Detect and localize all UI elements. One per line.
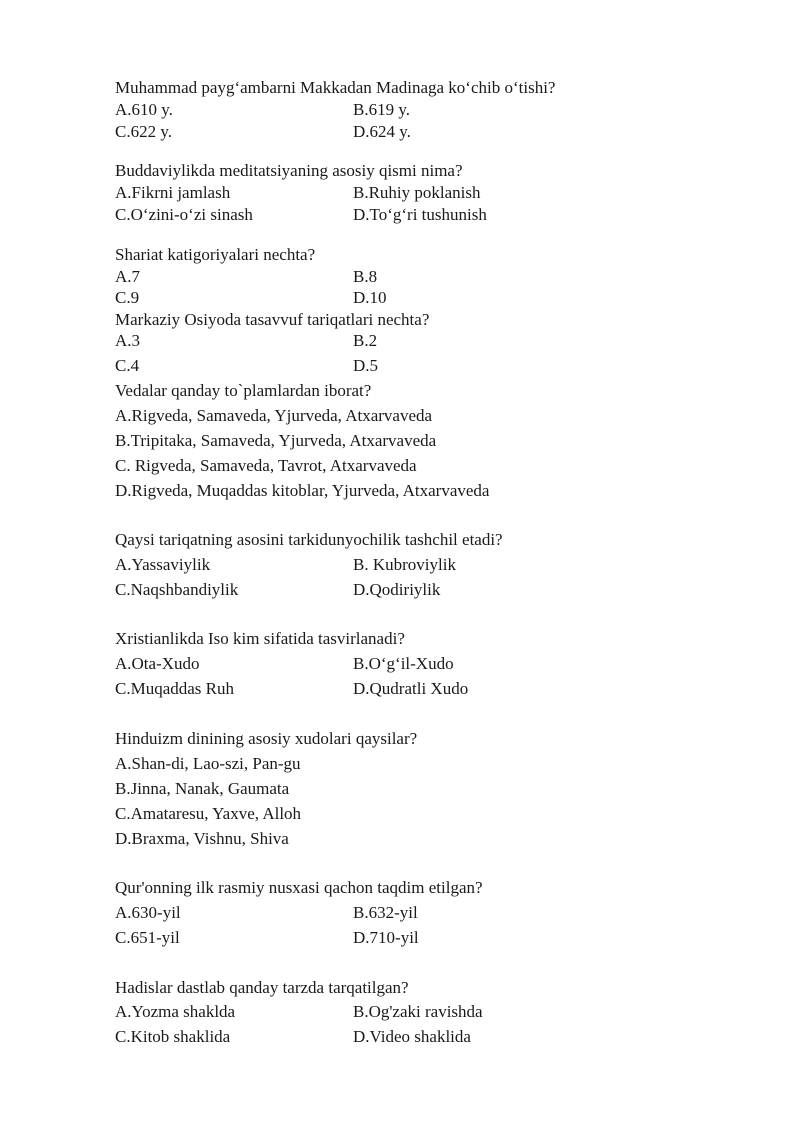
- q8-option-b: B.Jinna, Nanak, Gaumata: [115, 779, 290, 798]
- q7-option-a: A.Ota-Xudo: [115, 654, 200, 673]
- question-2: Buddaviylikda meditatsiyaning asosiy qismi nima?: [115, 161, 463, 180]
- q4-option-a: A.3: [115, 331, 141, 350]
- q2-option-a: A.Fikrni jamlash: [115, 183, 231, 202]
- question-5: Vedalar qanday to`plamlardan iborat?: [115, 381, 372, 400]
- q10-option-d: D.Video shaklida: [353, 1027, 471, 1046]
- question-10: Hadislar dastlab qanday tarzda tarqatilgan?: [115, 978, 409, 997]
- q2-option-b: B.Ruhiy poklanish: [353, 183, 481, 202]
- question-4: Markaziy Osiyoda tasavvuf tariqatlari nechta?: [115, 310, 430, 329]
- q7-option-c: C.Muqaddas Ruh: [115, 679, 234, 698]
- q6-option-d: D.Qodiriylik: [353, 580, 441, 599]
- q9-option-d: D.710-yil: [353, 928, 419, 947]
- q1-option-c: C.622 y.: [115, 122, 172, 141]
- question-3: Shariat katigoriyalari nechta?: [115, 245, 316, 264]
- question-6: Qaysi tariqatning asosini tarkidunyochilik tashchil etadi?: [115, 530, 503, 549]
- q3-option-c: C.9: [115, 288, 140, 307]
- question-7: Xristianlikda Iso kim sifatida tasvirlanadi?: [115, 629, 405, 648]
- q3-option-d: D.10: [353, 288, 387, 307]
- q2-option-c: C.O‘zini-o‘zi sinash: [115, 205, 253, 224]
- q5-option-c: C. Rigveda, Samaveda, Tavrot, Atxarvaveda: [115, 456, 417, 475]
- q7-option-b: B.O‘g‘il-Xudo: [353, 654, 454, 673]
- q1-option-d: D.624 y.: [353, 122, 411, 141]
- q9-option-a: A.630-yil: [115, 903, 181, 922]
- q4-option-d: D.5: [353, 356, 379, 375]
- q5-option-b: B.Tripitaka, Samaveda, Yjurveda, Atxarvaveda: [115, 431, 437, 450]
- q1-option-b: B.619 y.: [353, 100, 410, 119]
- q6-option-a: A.Yassaviylik: [115, 555, 211, 574]
- q8-option-a: A.Shan-di, Lao-szi, Pan-gu: [115, 754, 301, 773]
- q4-option-b: B.2: [353, 331, 378, 350]
- q5-option-d: D.Rigveda, Muqaddas kitoblar, Yjurveda, Atxarvaveda: [115, 481, 490, 500]
- question-1: Muhammad payg‘ambarni Makkadan Madinaga ko‘chib o‘tishi?: [115, 78, 556, 97]
- q3-option-a: A.7: [115, 267, 141, 286]
- q7-option-d: D.Qudratli Xudo: [353, 679, 469, 698]
- q4-option-c: C.4: [115, 356, 140, 375]
- q8-option-d: D.Braxma, Vishnu, Shiva: [115, 829, 289, 848]
- q3-option-b: B.8: [353, 267, 378, 286]
- q8-option-c: C.Amataresu, Yaxve, Alloh: [115, 804, 302, 823]
- q5-option-a: A.Rigveda, Samaveda, Yjurveda, Atxarvaveda: [115, 406, 433, 425]
- q2-option-d: D.To‘g‘ri tushunish: [353, 205, 487, 224]
- q6-option-c: C.Naqshbandiylik: [115, 580, 239, 599]
- q1-option-a: A.610 y.: [115, 100, 173, 119]
- q9-option-b: B.632-yil: [353, 903, 418, 922]
- q9-option-c: C.651-yil: [115, 928, 180, 947]
- q6-option-b: B. Kubroviylik: [353, 555, 456, 574]
- question-8: Hinduizm dinining asosiy xudolari qaysilar?: [115, 729, 418, 748]
- question-9: Qur'onning ilk rasmiy nusxasi qachon taqdim etilgan?: [115, 878, 483, 897]
- q10-option-b: B.Og'zaki ravishda: [353, 1002, 483, 1021]
- q10-option-c: C.Kitob shaklida: [115, 1027, 231, 1046]
- q10-option-a: A.Yozma shaklda: [115, 1002, 236, 1021]
